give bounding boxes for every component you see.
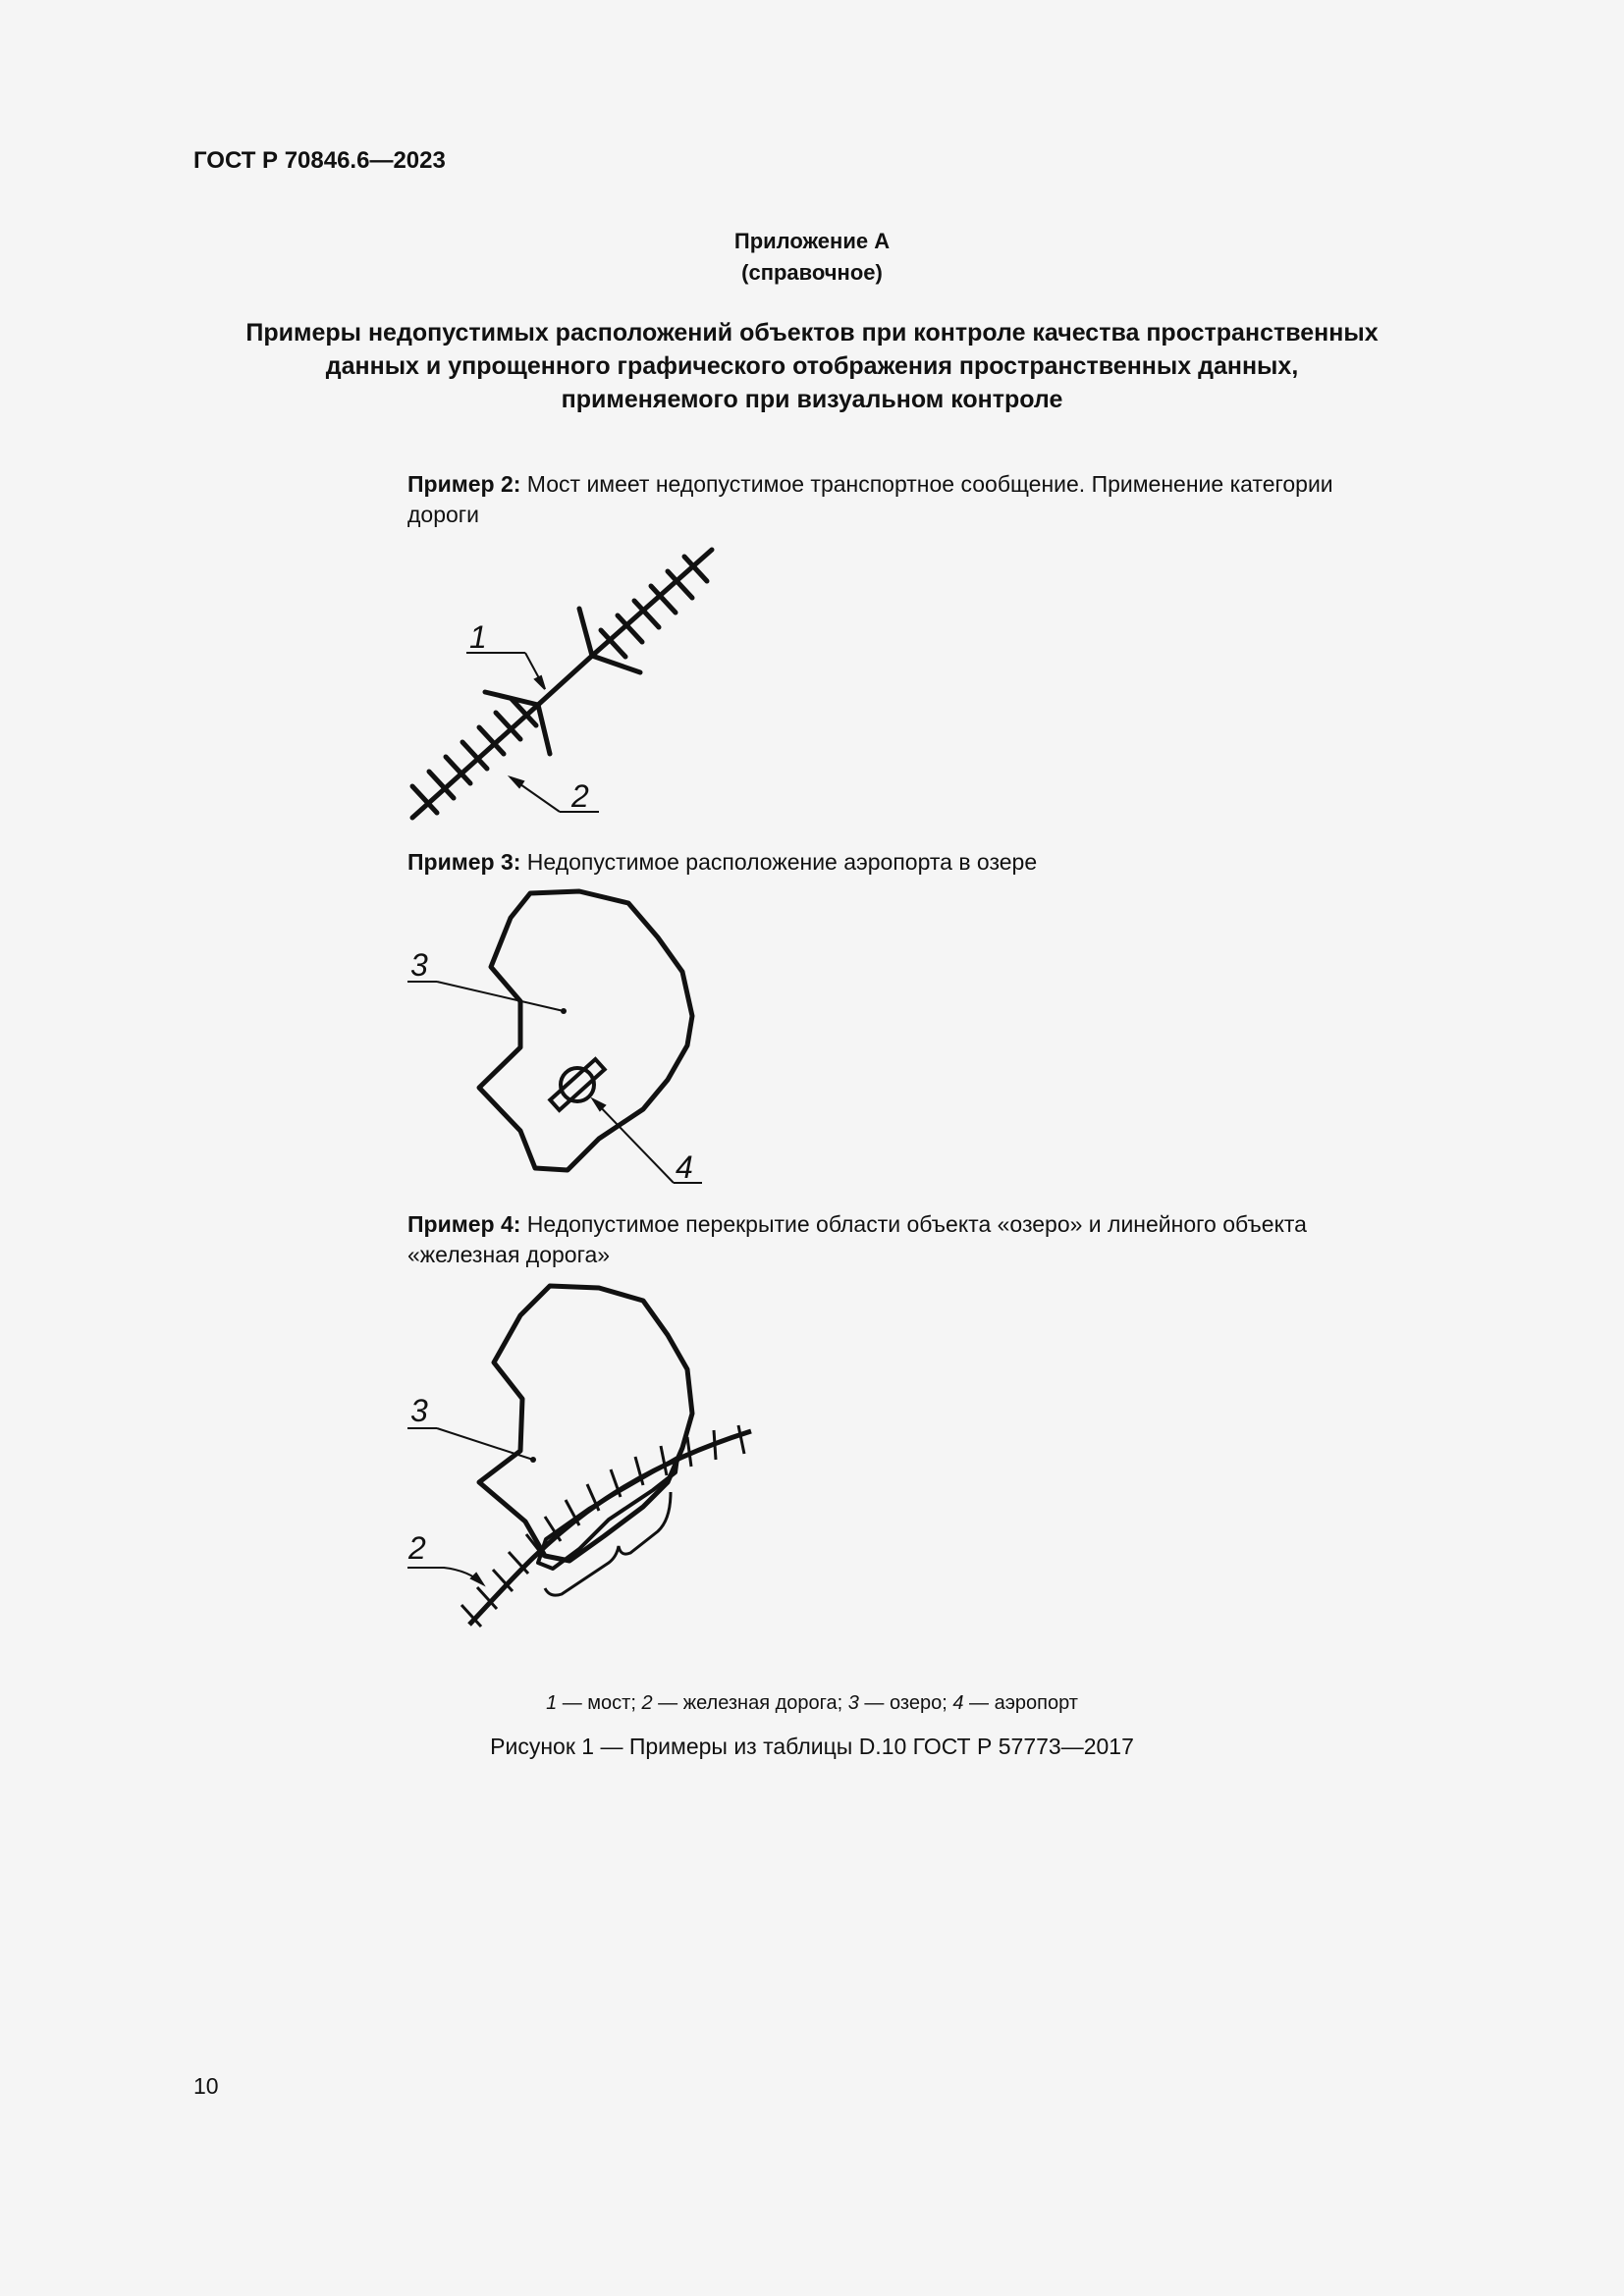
legend-number: 2 (641, 1692, 653, 1714)
lake-outline (479, 891, 692, 1170)
section-title-line: данных и упрощенного графического отображения пространственных данных, (325, 352, 1299, 380)
callout-4-label: 4 (676, 1149, 693, 1185)
callout-1-label: 1 (469, 619, 487, 655)
railway-ticks-lower (412, 699, 536, 813)
example-3-caption (407, 847, 1340, 878)
legend-number: 4 (952, 1692, 964, 1714)
figure-legend (0, 1692, 1624, 1715)
example-text: Мост имеет недопустимое транспортное сообщение. Применение категории дороги (407, 471, 1333, 527)
overlap-outline (538, 1458, 677, 1569)
callout-4-leader (593, 1099, 674, 1183)
document-code: ГОСТ Р 70846.6—2023 (193, 147, 446, 174)
example-label: Пример 2: (407, 471, 521, 497)
railway-line-lower (412, 705, 538, 818)
example-2-figure (393, 530, 746, 834)
example-label: Пример 3: (407, 849, 521, 875)
section-title-line: применяемого при визуальном контроле (561, 386, 1063, 413)
section-title-line: Примеры недопустимых расположений объектов при контроле качества пространственных (245, 319, 1379, 347)
example-3-figure (393, 883, 717, 1198)
example-text: Недопустимое расположение аэропорта в озере (520, 849, 1038, 875)
example-4-figure (393, 1276, 766, 1639)
callout-2-label: 2 (571, 778, 589, 814)
annex-title: Приложение А (733, 229, 891, 253)
overlap-brace (545, 1492, 671, 1595)
annex-heading (0, 226, 1624, 289)
railway-ticks-upper (601, 557, 707, 657)
figure-caption: Рисунок 1 — Примеры из таблицы D.10 ГОСТ Р 57773—2017 (490, 1734, 1134, 1759)
annex-subtitle: (справочное) (741, 260, 883, 285)
bridge-line (538, 656, 592, 705)
page-number: 10 (193, 2073, 219, 2099)
legend-text: — железная дорога; (652, 1692, 848, 1714)
legend-number: 1 (546, 1692, 558, 1714)
legend-number: 3 (847, 1692, 859, 1714)
callout-3-label: 3 (410, 1393, 428, 1428)
section-title (167, 316, 1457, 416)
lake-outline (479, 1286, 692, 1561)
callout-3-leader (437, 982, 564, 1011)
callout-3-label: 3 (410, 947, 428, 983)
example-text: Недопустимое перекрытие области объекта «озеро» и линейного объекта «железная дорога» (407, 1211, 1307, 1267)
example-label: Пример 4: (407, 1211, 521, 1237)
example-4-caption (407, 1209, 1340, 1270)
legend-text: — мост; (557, 1692, 642, 1714)
callout-2-leader (407, 1568, 483, 1584)
example-2-caption (407, 469, 1340, 530)
callout-2-label: 2 (408, 1530, 426, 1566)
legend-text: — озеро; (858, 1692, 953, 1714)
legend-text: — аэропорт (963, 1692, 1078, 1714)
